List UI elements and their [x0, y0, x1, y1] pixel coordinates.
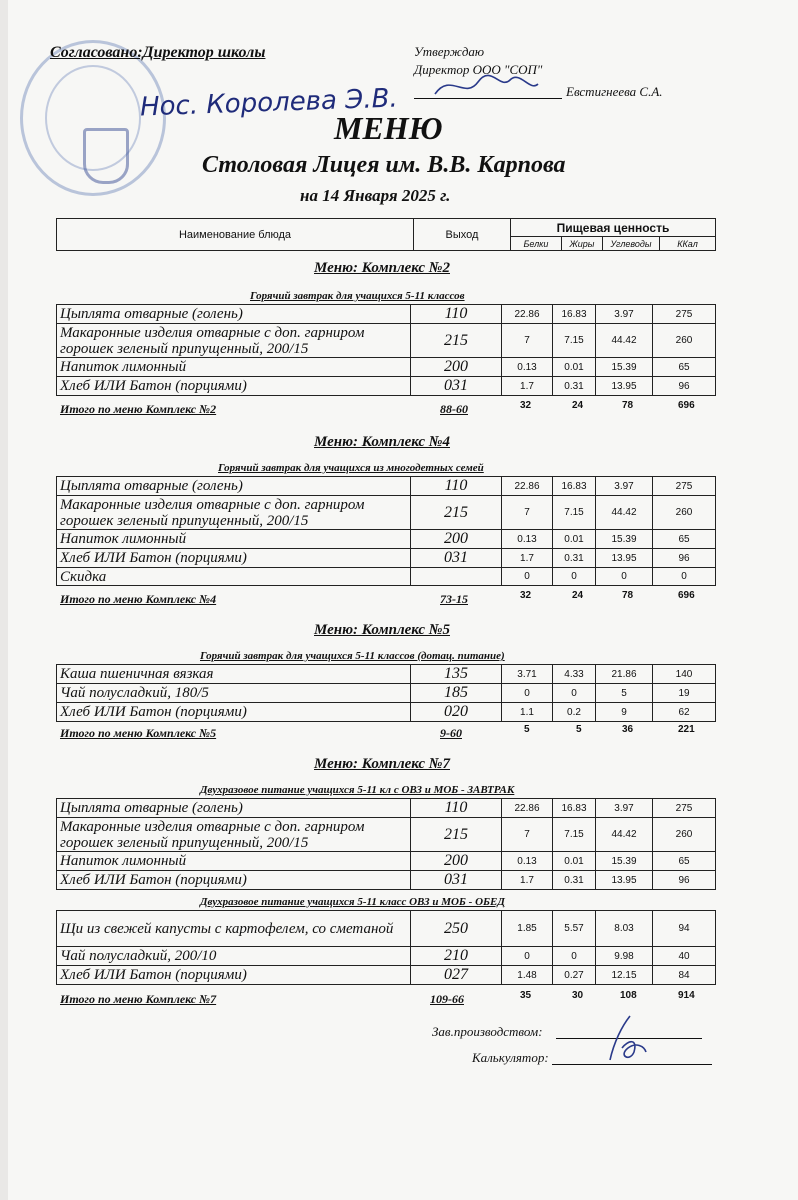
header-fats: Жиры — [562, 237, 603, 251]
dish-name: Хлеб ИЛИ Батон (порциями) — [57, 703, 411, 722]
group-subtitle: Горячий завтрак для учащихся из многодетных семей — [218, 462, 484, 474]
table-row — [57, 496, 716, 530]
total-fats: 24 — [572, 400, 584, 411]
dish-name: Цыплята отварные (голень) — [57, 477, 411, 496]
group-subtitle: Двухразовое питание учащихся 5-11 класс ОВЗ и МОБ - ОБЕД — [200, 896, 505, 908]
table-row — [57, 305, 716, 324]
dish-output: 200 — [411, 530, 502, 549]
dish-proteins: 7 — [502, 324, 553, 358]
dish-kcal: 96 — [653, 871, 716, 890]
menu-table — [56, 664, 716, 722]
dish-carbs: 13.95 — [596, 549, 653, 568]
dish-name: Щи из свежей капусты с картофелем, со сметаной — [57, 911, 411, 947]
table-row — [57, 966, 716, 985]
dish-kcal: 40 — [653, 947, 716, 966]
dish-output: 215 — [411, 324, 502, 358]
header-kcal: ККал — [660, 237, 716, 251]
dish-output: 215 — [411, 818, 502, 852]
dish-name: Скидка — [57, 568, 411, 586]
total-price: 9-60 — [440, 726, 462, 740]
dish-proteins: 0.13 — [502, 358, 553, 377]
header-nutrition: Пищевая ценность — [511, 219, 716, 237]
dish-fats: 7.15 — [553, 496, 596, 530]
dish-name: Хлеб ИЛИ Батон (порциями) — [57, 966, 411, 985]
dish-kcal: 84 — [653, 966, 716, 985]
table-row — [57, 871, 716, 890]
dish-name: Чай полусладкий, 180/5 — [57, 684, 411, 703]
dish-fats: 16.83 — [553, 477, 596, 496]
dish-kcal: 260 — [653, 818, 716, 852]
dish-carbs: 9 — [596, 703, 653, 722]
dish-fats: 0.2 — [553, 703, 596, 722]
dish-kcal: 96 — [653, 377, 716, 396]
total-carbs: 78 — [622, 590, 634, 601]
header-proteins: Белки — [511, 237, 562, 251]
section-title: Меню: Комплекс №5 — [314, 622, 450, 638]
dish-carbs: 9.98 — [596, 947, 653, 966]
dish-name: Хлеб ИЛИ Батон (порциями) — [57, 871, 411, 890]
dish-name: Напиток лимонный — [57, 852, 411, 871]
dish-carbs: 15.39 — [596, 358, 653, 377]
total-proteins: 32 — [520, 400, 532, 411]
dish-fats: 0 — [553, 947, 596, 966]
approval-right-line2: Директор ООО "СОП" — [414, 62, 543, 77]
dish-carbs: 12.15 — [596, 966, 653, 985]
table-row — [57, 568, 716, 586]
dish-carbs: 15.39 — [596, 852, 653, 871]
approval-left-label: Согласовано:Директор школы — [50, 44, 266, 61]
total-price: 73-15 — [440, 592, 468, 606]
dish-proteins: 22.86 — [502, 305, 553, 324]
dish-output: 210 — [411, 947, 502, 966]
section-title: Меню: Комплекс №7 — [314, 756, 450, 772]
calculator-sign-line — [552, 1064, 712, 1065]
table-row — [57, 549, 716, 568]
total-kcal: 696 — [678, 590, 695, 601]
dish-carbs: 21.86 — [596, 665, 653, 684]
dish-name: Макаронные изделия отварные с доп. гарниром горошек зеленый припущенный, 200/15 — [57, 496, 411, 530]
group-subtitle: Горячий завтрак для учащихся 5-11 классов — [250, 290, 465, 302]
approval-right-line1: Утверждаю — [414, 44, 485, 59]
dish-proteins: 0.13 — [502, 852, 553, 871]
header-output: Выход — [414, 219, 511, 251]
dish-name: Чай полусладкий, 200/10 — [57, 947, 411, 966]
dish-output: 135 — [411, 665, 502, 684]
menu-table — [56, 304, 716, 396]
total-label: Итого по меню Комплекс №7 — [60, 992, 217, 1006]
table-row — [57, 358, 716, 377]
dish-fats: 0.31 — [553, 377, 596, 396]
dish-name: Хлеб ИЛИ Батон (порциями) — [57, 377, 411, 396]
dish-fats: 0.01 — [553, 530, 596, 549]
page-title: МЕНЮ — [334, 110, 443, 146]
dish-output: 031 — [411, 377, 502, 396]
menu-table — [56, 798, 716, 890]
dish-proteins: 22.86 — [502, 477, 553, 496]
dish-output: 110 — [411, 477, 502, 496]
dish-kcal: 65 — [653, 358, 716, 377]
dish-output: 027 — [411, 966, 502, 985]
group-subtitle: Двухразовое питание учащихся 5-11 кл с ОВЗ и МОБ - ЗАВТРАК — [200, 784, 515, 796]
total-price: 109-66 — [430, 992, 464, 1006]
table-row — [57, 852, 716, 871]
dish-output: 110 — [411, 305, 502, 324]
dish-output: 031 — [411, 871, 502, 890]
dish-proteins: 0 — [502, 568, 553, 586]
dish-fats: 4.33 — [553, 665, 596, 684]
dish-kcal: 275 — [653, 799, 716, 818]
dish-fats: 0.31 — [553, 871, 596, 890]
total-price: 88-60 — [440, 402, 468, 416]
total-proteins: 35 — [520, 990, 532, 1001]
dish-name: Макаронные изделия отварные с доп. гарниром горошек зеленый припущенный, 200/15 — [57, 324, 411, 358]
dish-output: 031 — [411, 549, 502, 568]
dish-proteins: 1.7 — [502, 377, 553, 396]
dish-proteins: 1.48 — [502, 966, 553, 985]
dish-kcal: 275 — [653, 477, 716, 496]
dish-kcal: 65 — [653, 530, 716, 549]
dish-fats: 0 — [553, 684, 596, 703]
group-subtitle: Горячий завтрак для учащихся 5-11 классов (дотац. питание) — [200, 650, 505, 662]
total-kcal: 914 — [678, 990, 695, 1001]
dish-proteins: 7 — [502, 496, 553, 530]
signature-producer — [600, 1012, 650, 1064]
table-row — [57, 911, 716, 947]
dish-output: 110 — [411, 799, 502, 818]
dish-name: Хлеб ИЛИ Батон (порциями) — [57, 549, 411, 568]
dish-proteins: 1.1 — [502, 703, 553, 722]
header-dish: Наименование блюда — [57, 219, 414, 251]
dish-name: Каша пшеничная вязкая — [57, 665, 411, 684]
total-carbs: 36 — [622, 724, 634, 735]
dish-carbs: 0 — [596, 568, 653, 586]
dish-kcal: 62 — [653, 703, 716, 722]
dish-fats: 0.01 — [553, 358, 596, 377]
dish-fats: 16.83 — [553, 305, 596, 324]
dish-output: 250 — [411, 911, 502, 947]
table-row — [57, 477, 716, 496]
dish-fats: 7.15 — [553, 324, 596, 358]
table-row — [57, 947, 716, 966]
table-row — [57, 530, 716, 549]
table-row — [57, 818, 716, 852]
dish-kcal: 19 — [653, 684, 716, 703]
dish-carbs: 44.42 — [596, 324, 653, 358]
dish-carbs: 8.03 — [596, 911, 653, 947]
dish-output: 215 — [411, 496, 502, 530]
total-label: Итого по меню Комплекс №4 — [60, 592, 217, 606]
dish-kcal: 94 — [653, 911, 716, 947]
total-label: Итого по меню Комплекс №5 — [60, 726, 217, 740]
dish-fats: 0.31 — [553, 549, 596, 568]
dish-fats: 5.57 — [553, 911, 596, 947]
dish-name: Напиток лимонный — [57, 530, 411, 549]
total-fats: 5 — [576, 724, 582, 735]
dish-carbs: 5 — [596, 684, 653, 703]
total-proteins: 5 — [524, 724, 530, 735]
dish-carbs: 13.95 — [596, 871, 653, 890]
dish-name: Цыплята отварные (голень) — [57, 305, 411, 324]
dish-proteins: 7 — [502, 818, 553, 852]
table-row — [57, 377, 716, 396]
total-fats: 24 — [572, 590, 584, 601]
dish-kcal: 65 — [653, 852, 716, 871]
dish-carbs: 3.97 — [596, 477, 653, 496]
dish-output — [411, 568, 502, 586]
dish-output: 200 — [411, 852, 502, 871]
total-carbs: 78 — [622, 400, 634, 411]
table-row — [57, 684, 716, 703]
dish-kcal: 140 — [653, 665, 716, 684]
dish-carbs: 15.39 — [596, 530, 653, 549]
approval-right-name: Евстигнеева С.А. — [566, 84, 663, 99]
footer-calculator-label: Калькулятор: — [472, 1050, 549, 1065]
dish-proteins: 1.7 — [502, 549, 553, 568]
dish-kcal: 260 — [653, 324, 716, 358]
page-subtitle: Столовая Лицея им. В.В. Карпова — [202, 152, 566, 178]
dish-proteins: 1.85 — [502, 911, 553, 947]
dish-carbs: 3.97 — [596, 799, 653, 818]
total-fats: 30 — [572, 990, 584, 1001]
dish-carbs: 13.95 — [596, 377, 653, 396]
dish-output: 185 — [411, 684, 502, 703]
signature-left: Нос. Королева Э.В. — [139, 83, 399, 123]
table-row — [57, 703, 716, 722]
table-row — [57, 665, 716, 684]
total-kcal: 221 — [678, 724, 695, 735]
dish-fats: 0.27 — [553, 966, 596, 985]
total-carbs: 108 — [620, 990, 637, 1001]
dish-proteins: 1.7 — [502, 871, 553, 890]
dish-name: Напиток лимонный — [57, 358, 411, 377]
signature-right — [430, 72, 540, 102]
dish-fats: 0 — [553, 568, 596, 586]
footer-producer-label: Зав.производством: — [432, 1024, 543, 1039]
section-title: Меню: Комплекс №2 — [314, 260, 450, 276]
dish-output: 020 — [411, 703, 502, 722]
menu-table — [56, 910, 716, 985]
section-title: Меню: Комплекс №4 — [314, 434, 450, 450]
dish-kcal: 0 — [653, 568, 716, 586]
dish-fats: 16.83 — [553, 799, 596, 818]
dish-proteins: 22.86 — [502, 799, 553, 818]
dish-carbs: 3.97 — [596, 305, 653, 324]
header-table — [56, 218, 716, 251]
dish-kcal: 260 — [653, 496, 716, 530]
total-label: Итого по меню Комплекс №2 — [60, 402, 217, 416]
page-date: на 14 Января 2025 г. — [300, 186, 451, 205]
dish-output: 200 — [411, 358, 502, 377]
total-kcal: 696 — [678, 400, 695, 411]
dish-name: Макаронные изделия отварные с доп. гарниром горошек зеленый припущенный, 200/15 — [57, 818, 411, 852]
stamp-crest-icon — [83, 128, 129, 184]
dish-proteins: 0 — [502, 947, 553, 966]
table-row — [57, 324, 716, 358]
dish-proteins: 3.71 — [502, 665, 553, 684]
total-proteins: 32 — [520, 590, 532, 601]
dish-name: Цыплята отварные (голень) — [57, 799, 411, 818]
table-row — [57, 799, 716, 818]
dish-carbs: 44.42 — [596, 496, 653, 530]
dish-fats: 7.15 — [553, 818, 596, 852]
dish-carbs: 44.42 — [596, 818, 653, 852]
dish-proteins: 0.13 — [502, 530, 553, 549]
header-carbs: Углеводы — [603, 237, 660, 251]
menu-table — [56, 476, 716, 586]
dish-kcal: 275 — [653, 305, 716, 324]
dish-fats: 0.01 — [553, 852, 596, 871]
dish-proteins: 0 — [502, 684, 553, 703]
dish-kcal: 96 — [653, 549, 716, 568]
